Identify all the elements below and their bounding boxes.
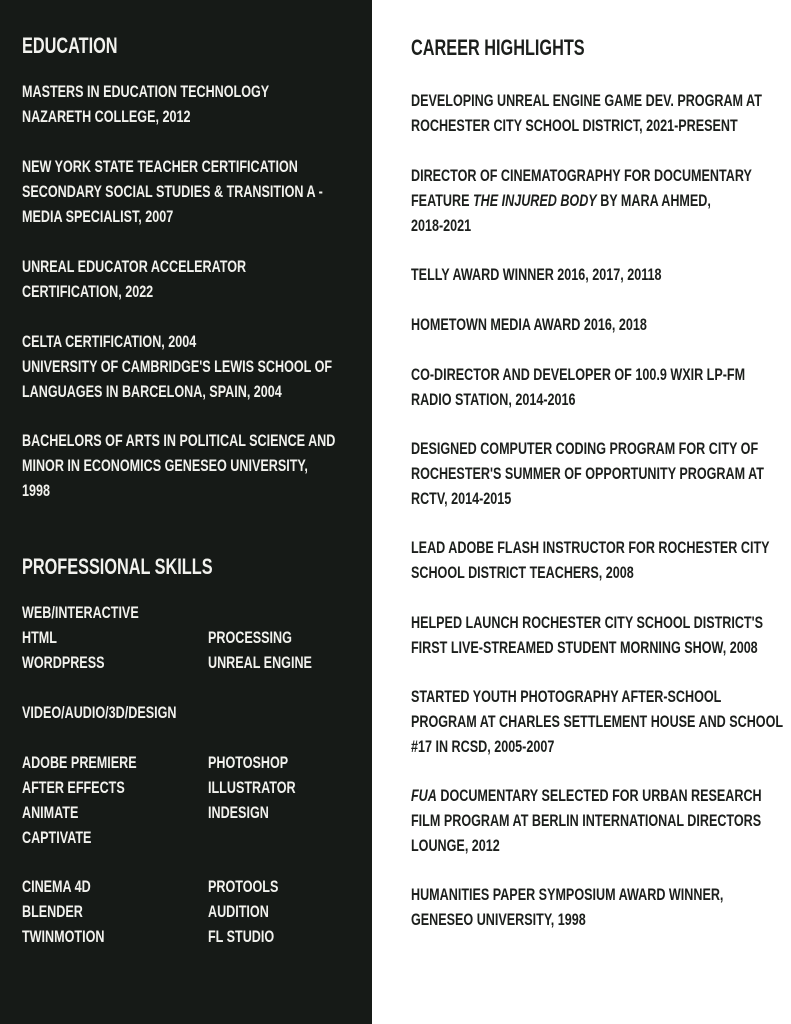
career-line xyxy=(411,787,762,804)
career-line: CO-DIRECTOR AND DEVELOPER OF 100.9 WXIR LP-FM xyxy=(411,365,746,384)
career-line: #17 IN RCSD, 2005-2007 xyxy=(411,737,555,756)
skills-group-title: VIDEO/AUDIO/3D/DESIGN xyxy=(22,703,177,722)
skill-item: ADOBE PREMIERE xyxy=(22,753,137,772)
education-line: CELTA CERTIFICATION, 2004 xyxy=(22,332,197,351)
education-heading: EDUCATION xyxy=(22,33,118,58)
skill-item: ANIMATE xyxy=(22,803,79,822)
career-line: ROCHESTER'S SUMMER OF OPPORTUNITY PROGRAM AT xyxy=(411,464,764,483)
education-line: CERTIFICATION, 2022 xyxy=(22,282,154,301)
career-line: SCHOOL DISTRICT TEACHERS, 2008 xyxy=(411,563,634,582)
right-panel xyxy=(372,0,791,1024)
career-line: GENESEO UNIVERSITY, 1998 xyxy=(411,910,586,929)
career-text: DOCUMENTARY SELECTED FOR URBAN RESEARCH xyxy=(436,786,762,805)
career-line: DEVELOPING UNREAL ENGINE GAME DEV. PROGRAM AT xyxy=(411,91,762,110)
career-line: LEAD ADOBE FLASH INSTRUCTOR FOR ROCHESTER CITY xyxy=(411,538,770,557)
career-line: STARTED YOUTH PHOTOGRAPHY AFTER-SCHOOL xyxy=(411,687,722,706)
career-line: TELLY AWARD WINNER 2016, 2017, 20118 xyxy=(411,265,662,284)
career-text: BY MARA AHMED, xyxy=(596,191,711,210)
education-line: NEW YORK STATE TEACHER CERTIFICATION xyxy=(22,157,298,176)
career-line: RCTV, 2014-2015 xyxy=(411,489,512,508)
skill-item: AUDITION xyxy=(208,902,269,921)
career-line xyxy=(411,192,711,209)
skill-item: INDESIGN xyxy=(208,803,269,822)
career-text: FEATURE xyxy=(411,191,473,210)
skill-item: PROCESSING xyxy=(208,628,292,647)
skill-item: AFTER EFFECTS xyxy=(22,778,125,797)
career-heading: CAREER HIGHLIGHTS xyxy=(411,35,585,60)
career-line: FILM PROGRAM AT BERLIN INTERNATIONAL DIRECTORS xyxy=(411,811,762,830)
career-line: FIRST LIVE-STREAMED STUDENT MORNING SHOW, 2008 xyxy=(411,638,758,657)
education-line: MINOR IN ECONOMICS GENESEO UNIVERSITY, xyxy=(22,456,308,475)
education-line: UNIVERSITY OF CAMBRIDGE'S LEWIS SCHOOL OF xyxy=(22,357,333,376)
career-line: ROCHESTER CITY SCHOOL DISTRICT, 2021-PRESENT xyxy=(411,116,738,135)
skill-item: BLENDER xyxy=(22,902,83,921)
career-line: HUMANITIES PAPER SYMPOSIUM AWARD WINNER, xyxy=(411,885,724,904)
career-line: RADIO STATION, 2014-2016 xyxy=(411,390,576,409)
left-panel xyxy=(0,0,372,1024)
film-title: THE INJURED BODY xyxy=(472,191,597,210)
skill-item: TWINMOTION xyxy=(22,927,105,946)
skills-heading: PROFESSIONAL SKILLS xyxy=(22,554,213,579)
skill-item: PROTOOLS xyxy=(208,877,279,896)
skill-item: WORDPRESS xyxy=(22,653,105,672)
skills-group-title: WEB/INTERACTIVE xyxy=(22,603,139,622)
skill-item: HTML xyxy=(22,628,57,647)
education-line: SECONDARY SOCIAL STUDIES & TRANSITION A - xyxy=(22,182,323,201)
skill-item: FL STUDIO xyxy=(208,927,275,946)
skill-item: PHOTOSHOP xyxy=(208,753,289,772)
education-line: LANGUAGES IN BARCELONA, SPAIN, 2004 xyxy=(22,382,282,401)
career-line: HELPED LAUNCH ROCHESTER CITY SCHOOL DISTRICT'S xyxy=(411,613,763,632)
film-title: FUA xyxy=(411,786,437,805)
career-line: DIRECTOR OF CINEMATOGRAPHY FOR DOCUMENTARY xyxy=(411,166,752,185)
education-line: NAZARETH COLLEGE, 2012 xyxy=(22,107,191,126)
career-line: PROGRAM AT CHARLES SETTLEMENT HOUSE AND SCHOOL xyxy=(411,712,784,731)
education-line: MASTERS IN EDUCATION TECHNOLOGY xyxy=(22,82,270,101)
career-line: LOUNGE, 2012 xyxy=(411,836,500,855)
career-line: HOMETOWN MEDIA AWARD 2016, 2018 xyxy=(411,315,647,334)
career-line: DESIGNED COMPUTER CODING PROGRAM FOR CITY OF xyxy=(411,439,759,458)
skill-item: CINEMA 4D xyxy=(22,877,91,896)
skill-item: CAPTIVATE xyxy=(22,828,92,847)
education-line: 1998 xyxy=(22,481,50,500)
career-line: 2018-2021 xyxy=(411,216,472,235)
education-line: UNREAL EDUCATOR ACCELERATOR xyxy=(22,257,247,276)
skill-item: ILLUSTRATOR xyxy=(208,778,296,797)
skill-item: UNREAL ENGINE xyxy=(208,653,312,672)
education-line: BACHELORS OF ARTS IN POLITICAL SCIENCE AND xyxy=(22,431,336,450)
education-line: MEDIA SPECIALIST, 2007 xyxy=(22,207,174,226)
